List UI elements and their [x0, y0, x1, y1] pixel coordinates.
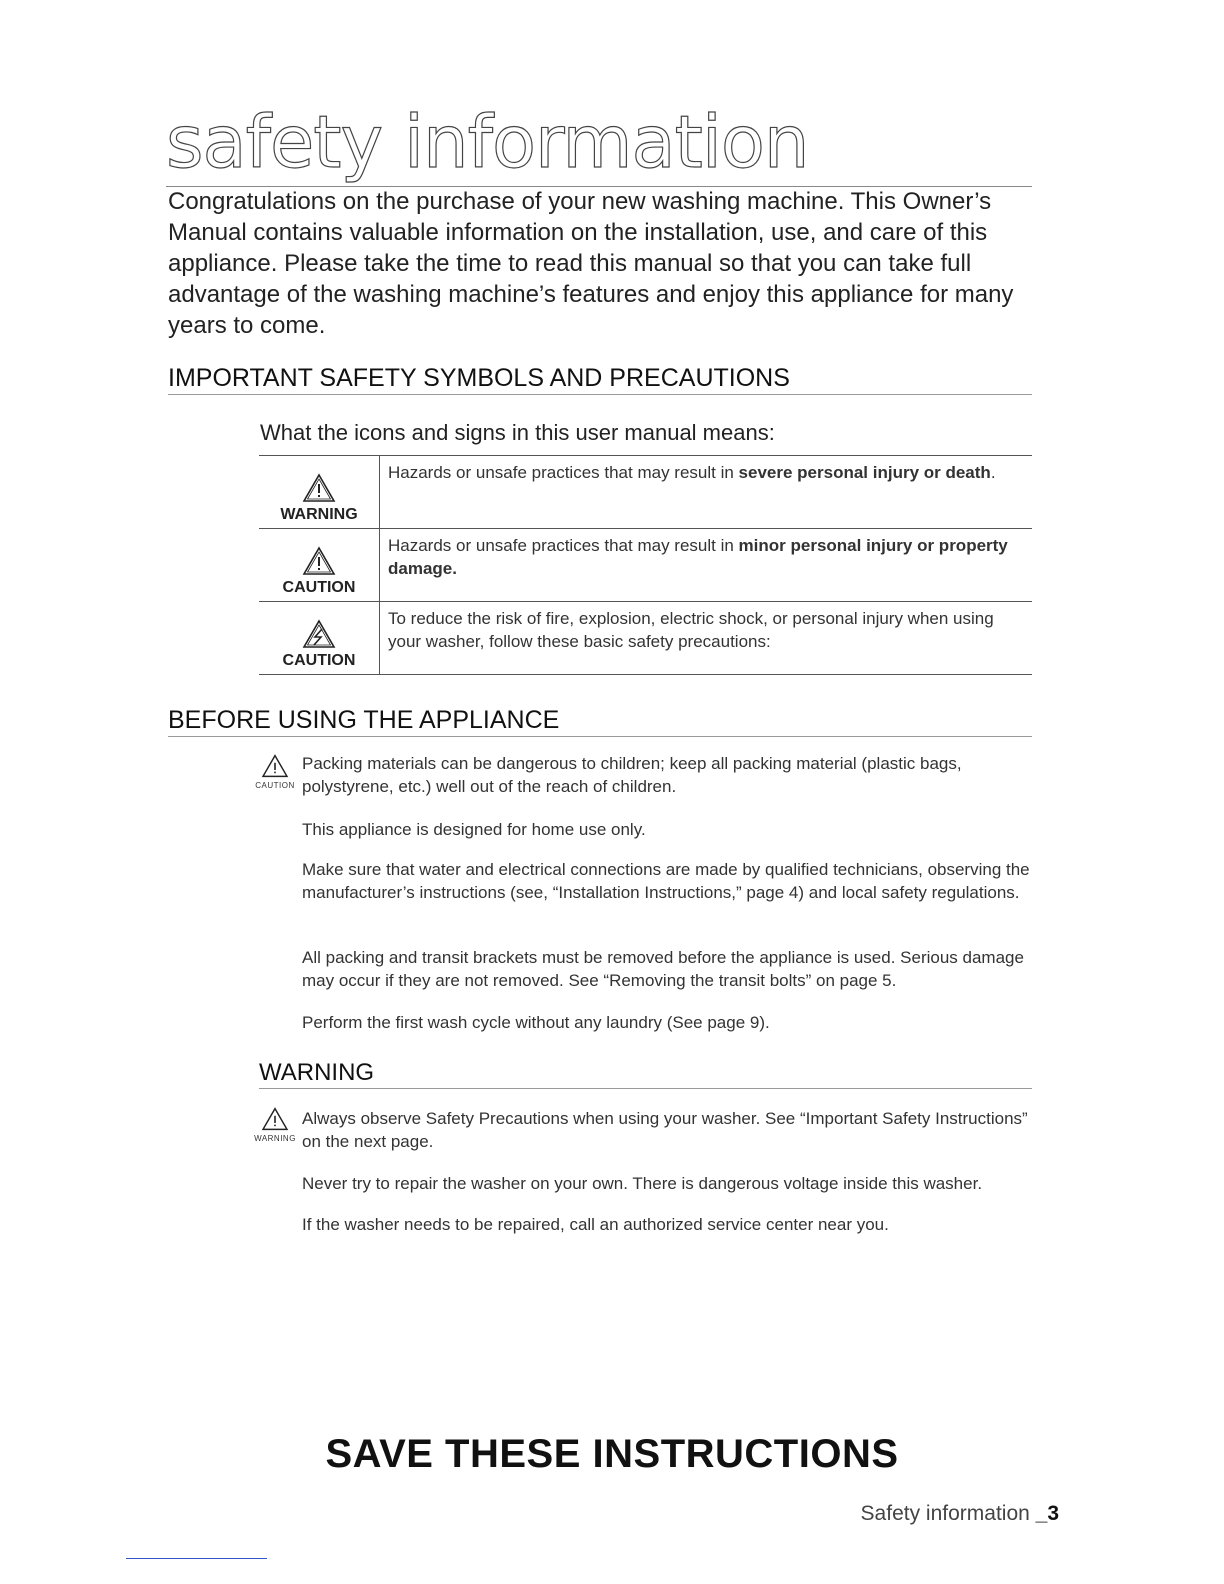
warning-triangle-icon	[261, 1107, 289, 1131]
before-paragraph: This appliance is designed for home use only.	[302, 820, 646, 839]
before-paragraph: Perform the first wash cycle without any laundry (See page 9).	[302, 1013, 770, 1032]
symbol-icon-cell	[259, 602, 380, 675]
before-paragraph: All packing and transit brackets must be removed before the appliance is used. Serious damage may occur if they are not removed. See “Removing the transit bolts” on page 5.	[302, 948, 1024, 990]
before-paragraph: Make sure that water and electrical connections are made by qualified technicians, observing the manufacturer’s instructions (see, “Installation Instructions,” page 4) and local safety regulations.	[302, 860, 1030, 902]
caution-marker-label: CAUTION	[255, 781, 295, 790]
page-title-text: safety information	[166, 100, 809, 184]
warning-triangle-icon	[302, 546, 336, 576]
table-row	[259, 456, 1032, 529]
divider	[126, 1558, 267, 1559]
description-text: Hazards or unsafe practices that may result in	[388, 536, 739, 555]
warning-marker	[254, 1107, 296, 1143]
electric-shock-triangle-icon	[302, 619, 336, 649]
table-row	[259, 602, 1032, 675]
page-footer	[861, 1502, 1059, 1526]
warning-paragraph: If the washer needs to be repaired, call an authorized service center near you.	[302, 1215, 889, 1234]
warning-marker-label: WARNING	[254, 1134, 296, 1143]
symbol-label: CAUTION	[282, 652, 356, 669]
before-paragraph: Packing materials can be dangerous to children; keep all packing material (plastic bags, polystyrene, etc.) well out of the reach of children.	[302, 754, 962, 796]
warning-heading: WARNING	[259, 1060, 1032, 1089]
description-bold: severe personal injury or death	[738, 463, 991, 482]
warning-triangle-icon	[302, 473, 336, 503]
caution-marker	[254, 754, 296, 790]
save-instructions-heading: SAVE THESE INSTRUCTIONS	[325, 1432, 899, 1476]
symbol-icon-cell	[259, 529, 380, 602]
description-text: Hazards or unsafe practices that may result in	[388, 463, 739, 482]
symbol-label: WARNING	[280, 506, 358, 523]
description-bold: minor personal injury or property damage.	[388, 536, 1008, 578]
warning-triangle-icon	[261, 754, 289, 778]
symbol-description	[380, 456, 1033, 529]
description-tail: .	[990, 463, 996, 482]
warning-paragraph: Always observe Safety Precautions when using your washer. See “Important Safety Instructions” on the next page.	[302, 1109, 1028, 1151]
before-using-heading: BEFORE USING THE APPLIANCE	[168, 706, 1032, 737]
intro-paragraph: Congratulations on the purchase of your new washing machine. This Owner’s Manual contains valuable information on the installation, use, and care of this appliance. Please take the time to read this manual so that you can take full advantage of the washing machine’s features and enjoy this appliance for many years to come.	[168, 188, 1014, 339]
symbol-icon-cell	[259, 456, 380, 529]
important-safety-heading: IMPORTANT SAFETY SYMBOLS AND PRECAUTIONS	[168, 364, 1032, 395]
symbol-description	[380, 602, 1033, 675]
description-text: To reduce the risk of fire, explosion, electric shock, or personal injury when using your washer, follow these basic safety precautions:	[388, 609, 994, 651]
page-title	[166, 98, 1032, 187]
warning-paragraph: Never try to repair the washer on your own. There is dangerous voltage inside this washer.	[302, 1174, 983, 1193]
symbol-label: CAUTION	[282, 579, 356, 596]
symbols-subheading: What the icons and signs in this user manual means:	[260, 420, 775, 445]
safety-symbols-table	[259, 455, 1032, 675]
symbol-description	[380, 529, 1033, 602]
footer-text: Safety information	[860, 1502, 1036, 1525]
page-number: _3	[1035, 1502, 1059, 1525]
table-row	[259, 529, 1032, 602]
